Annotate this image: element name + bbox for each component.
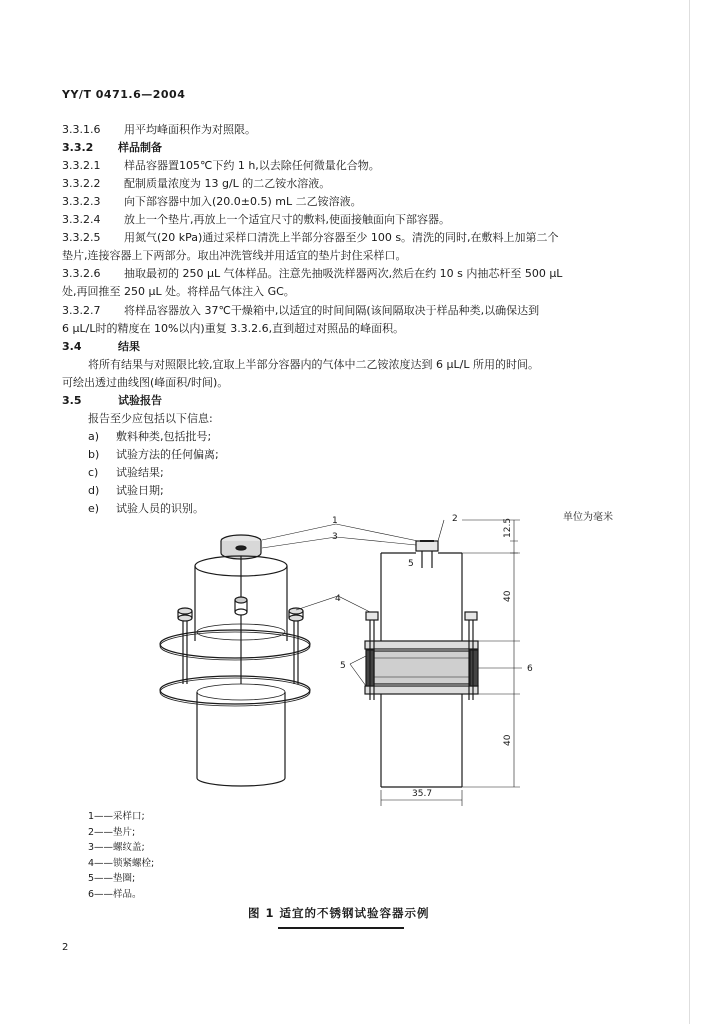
unit-note: 单位为毫米 [563,512,613,523]
list-item-text: 试验日期; [116,484,164,497]
clause-text: 将所有结果与对照限比较,宜取上半部分容器内的气体中二乙铵浓度达到 6 μL/L 所用的时间。 [88,357,539,371]
legend-entry: 5——垫圈; [88,873,136,885]
cross-section-container [262,517,522,806]
callout-5-inner: 5 [408,559,414,569]
dim-top: 12.5 [503,517,513,538]
clause-number: 3.3.2 [62,141,94,155]
clause-text: 配制质量浓度为 13 g/L 的二乙铵水溶液。 [124,177,331,191]
clause-text: 报告至少应包括以下信息: [88,411,213,425]
clause-text: 6 μL/L时的精度在 10%以内)重复 3.3.2.6,直到超过对照品的峰面积。 [62,321,405,335]
clause-number: 3.3.2.7 [62,303,101,317]
list-item-text: 试验人员的识别。 [116,502,204,516]
list-item-text: 试验方法的任何偏离; [116,447,219,461]
legend-entry: 2——垫片; [88,826,136,838]
clause-text: 试验报告 [118,393,162,407]
callout-3: 3 [332,532,338,542]
clause-text: 可绘出透过曲线图(峰面积/时间)。 [62,375,229,389]
legend-entry: 6——样品。 [88,889,142,900]
legend-entry: 1——采样口; [88,811,145,822]
page-edge-divider [689,0,690,1024]
list-marker: e) [88,502,100,516]
legend-entry: 4——锁紧螺栓; [88,857,155,869]
callout-2: 2 [452,514,458,524]
clause-number: 3.4 [62,339,82,353]
dim-lower: 40 [503,734,513,746]
clause-text: 放上一个垫片,再放上一个适宜尺寸的敷料,使面接触面向下部容器。 [124,213,450,227]
clause-text: 垫片,连接容器上下两部分。取出冲洗管线并用适宜的垫片封住采样口。 [62,249,407,263]
clause-text: 向下部容器中加入(20.0±0.5) mL 二乙铵溶液。 [124,195,362,209]
callout-4: 4 [335,594,341,604]
clause-text: 样品制备 [118,141,162,155]
clause-number: 3.3.2.1 [62,159,101,173]
clause-number: 3.3.2.4 [62,213,101,227]
list-item-text: 试验结果; [116,465,164,479]
clause-number: 3.3.2.2 [62,177,101,191]
clause-text: 样品容器置105℃下约 1 h,以去除任何微量化合物。 [124,159,380,173]
page-number: 2 [62,942,69,953]
clause-text: 用平均峰面积作为对照限。 [124,123,256,136]
clause-text: 将样品容器放入 37℃干燥箱中,以适宜的时间间隔(该间隔取决于样品种类,以确保达到 [124,303,540,317]
clause-text: 用氮气(20 kPa)通过采样口清洗上半部分容器至少 100 s。清洗的同时,在敷料上加第二个 [124,231,559,245]
clause-text: 抽取最初的 250 μL 气体样品。注意先抽吸洗样器两次,然后在约 10 s 内抽芯杆至 500 μL [124,267,563,281]
list-marker: b) [88,447,100,461]
dim-upper: 40 [503,590,513,602]
clause-number: 3.3.1.6 [62,123,101,136]
clause-text: 结果 [118,339,140,353]
standard-code: YY/T 0471.6—2004 [62,88,186,101]
perspective-container [160,535,310,786]
clause-number: 3.5 [62,393,82,407]
callout-6: 6 [527,664,533,674]
callout-5: 5 [340,661,346,671]
clause-number: 3.3.2.5 [62,231,101,245]
callout-1: 1 [332,516,338,526]
list-marker: a) [88,429,100,443]
clause-text: 处,再回推至 250 μL 处。将样品气体注入 GC。 [62,285,295,299]
clause-number: 3.3.2.6 [62,267,101,281]
legend-entry: 3——螺纹盖; [88,842,145,854]
list-item-text: 敷料种类,包括批号; [116,429,212,443]
caption-underline [278,927,404,929]
dim-width: 35.7 [412,789,433,799]
list-marker: c) [88,465,99,479]
clause-number: 3.3.2.3 [62,195,101,209]
figure-caption: 图 1 适宜的不锈钢试验容器示例 [248,906,430,920]
list-marker: d) [88,484,100,497]
